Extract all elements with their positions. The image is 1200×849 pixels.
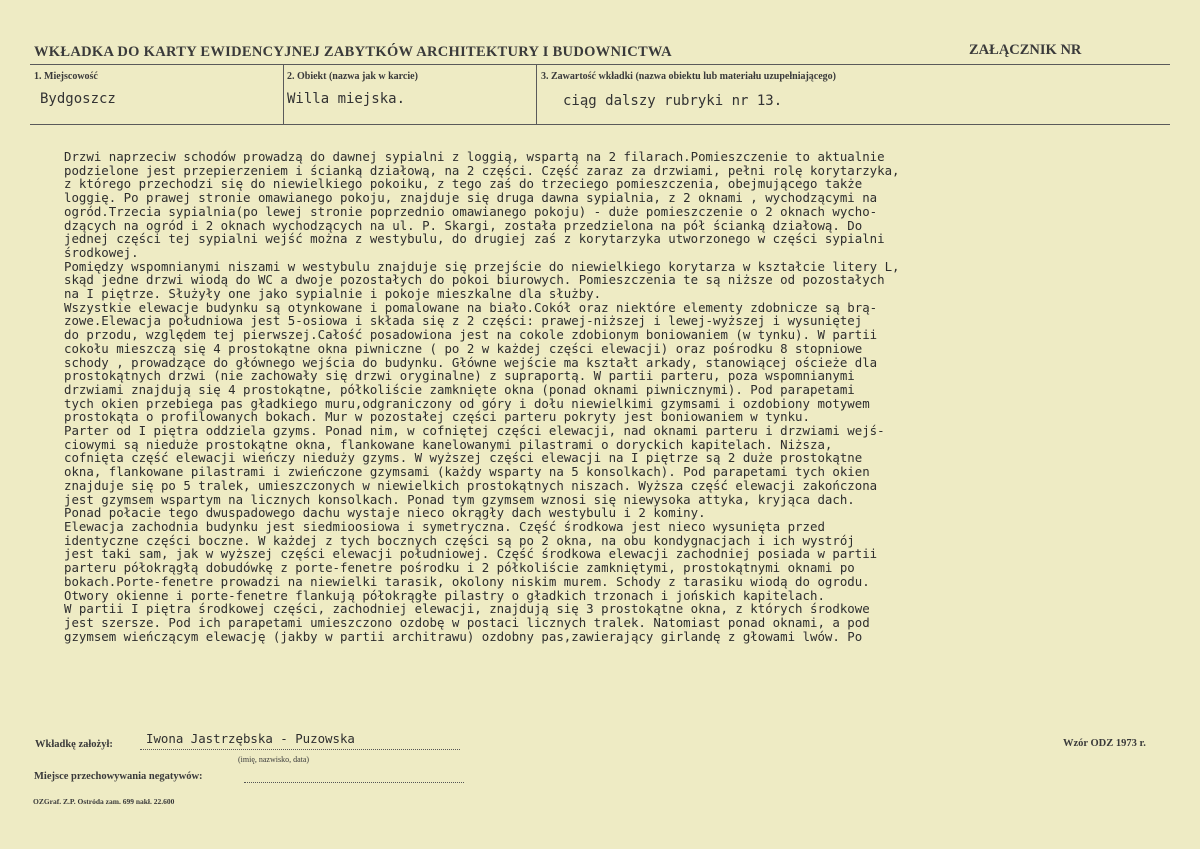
- text-line: środkowej.: [64, 244, 139, 260]
- text-line: Ponad połacie tego dwuspadowego dachu wystaje nieco okrągły dach westybulu i 2 kominy.: [64, 505, 706, 521]
- text-line: gzymsem wieńczącym elewację (jakby w partii architrawu) ozdobny pas,zawierający girlandę z głowami lwów. Po: [64, 628, 863, 644]
- printer-imprint: OZGraf. Z.P. Ostróda zam. 699 nakł. 22.600: [33, 797, 175, 806]
- text-line: Wszystkie elewacje budynku są otynkowane i pomalowane na biało.Cokół oraz niektóre elementy zdobnicze są brą-: [64, 299, 878, 315]
- text-line: z którego przechodzi się do niewielkiego pokoiku, z tego zaś do trzeciego pomieszczenia, obejmującego także: [64, 176, 863, 192]
- negatives-storage-dotted-line: [244, 782, 464, 783]
- text-line: do przodu, względem tej pierwszej.Całość posadowiona jest na cokole zdobionym boniowaniem (w tynku). W partii: [64, 327, 878, 343]
- text-line: cofnięta część elewacji wieńczy nieduży gzyms. W wyższej części elewacji na I piętrze są 2 duże prostokątne: [64, 450, 863, 466]
- text-line: jest gzymsem wspartym na licznych konsolkach. Ponad tym gzymsem wznosi się niewysoka attyka, kryjąca dach.: [64, 491, 855, 507]
- insert-content-value: ciąg dalszy rubryki nr 13.: [563, 93, 783, 109]
- compiled-by-dotted-line: [140, 749, 460, 750]
- text-line: ogród.Trzecia sypialnia(po lewej stronie poprzednio omawianego pokoju) - duże pomieszczenie o 2 oknach wycho-: [64, 203, 878, 219]
- text-line: W partii I piętra środkowej części, zachodniej elewacji, znajdują się 3 prostokątne okna, z których środkowe: [64, 601, 870, 617]
- text-line: Drzwi naprzeciw schodów prowadzą do dawnej sypialni z loggią, wspartą na 2 filarach.Pomieszczenie to aktualnie: [64, 149, 885, 164]
- text-line: parteru półokrągłą dobudówkę z porte-fenetre pośrodku i 2 półkoliście zamkniętymi, prostokątnymi oknami po: [64, 560, 855, 576]
- text-line: okna, flankowane pilastrami i zwieńczone gzymsami (każdy wsparty na 5 konsolkach). Pod parapetami tych okien: [64, 464, 870, 480]
- text-line: tych okien przebiega pas gładkiego muru,odgraniczony od góry i dołu niewielkimi gzymsami i ozdobiony motywem: [64, 395, 870, 411]
- text-line: jest szersze. Pod ich parapetami umieszczono ozdobę w postaci licznych tralek. Natomiast ponad oknami, a pod: [64, 614, 870, 630]
- text-line: jest taki sam, jak w wyższej części elewacji południowej. Część środkowa elewacji zachodniej posiada w partii: [64, 546, 878, 562]
- field-divider-2: [536, 64, 537, 125]
- attachment-number-label: ZAŁĄCZNIK NR: [969, 42, 1082, 58]
- text-line: Parter od I piętra oddziela gzyms. Ponad nim, w cofniętej części elewacji, nad oknami parteru i drzwiami wejś-: [64, 423, 885, 439]
- compiled-by-value: Iwona Jastrzębska - Puzowska: [146, 731, 355, 746]
- field-divider-1: [283, 64, 284, 125]
- text-line: identyczne części boczne. W każdej z tych bocznych części są po 2 okna, na obu kondygnacjach i ich wystrój: [64, 532, 855, 548]
- text-line: loggię. Po prawej stronie omawianego pokoju, znajduje się druga dawna sypialnia, z 2 oknami , wychodzącymi na: [64, 190, 878, 206]
- text-line: drzwiami znajdują się 4 prostokątne, półkoliście zamknięte okna (ponad oknami piwnicznymi). Pod parapetami: [64, 381, 855, 397]
- text-line: zowe.Elewacja południowa jest 5-osiowa i składa się z 2 części: prawej-niższej i lewej-wyższej i wysuniętej: [64, 313, 863, 329]
- text-line: dzących na ogród i 2 oknach wychodzących na ul. P. Skargi, została przedzielona na pół ścianką działową. Do: [64, 217, 863, 233]
- compiled-by-caption: (imię, nazwisko, data): [238, 755, 310, 764]
- header-bottom-rule: [30, 124, 1170, 125]
- locality-value: Bydgoszcz: [40, 91, 116, 107]
- text-line: bokach.Porte-fenetre prowadzi na niewielki tarasik, okolony niskim murem. Schody z tarasiku wiodą do ogrodu.: [64, 573, 870, 589]
- text-line: prostokątnych drzwi (nie zachowały się drzwi oryginalne) z supraportą. W partii parteru, poza wspomnianymi: [64, 368, 855, 384]
- text-line: Otwory okienne i porte-fenetre flankują półokrągłe pilastry o gładkich trzonach i jońskich kapitelach.: [64, 587, 825, 603]
- text-line: prostokąta o profilowanych bokach. Mur w pozostałej części parteru pokryty jest boniowaniem w tynku.: [64, 409, 810, 425]
- text-line: cokołu mieszczą się 4 prostokątne okna piwniczne ( po 2 w każdej części elewacji) oraz pośrodku 8 stopniowe: [64, 340, 863, 356]
- negatives-storage-label: Miejsce przechowywania negatywów:: [34, 771, 203, 782]
- object-value: Willa miejska.: [287, 91, 406, 107]
- header-top-rule: [30, 64, 1170, 65]
- text-line: znajduje się po 5 tralek, umieszczonych w niewielkich prostokątnych niszach. Wyższa część elewacji zakończona: [64, 477, 878, 493]
- object-label: 2. Obiekt (nazwa jak w karcie): [287, 71, 418, 82]
- card-title: WKŁADKA DO KARTY EWIDENCYJNEJ ZABYTKÓW ARCHITEKTURY I BUDOWNICTWA: [34, 44, 672, 60]
- text-line: jednej części tej sypialni wejść można z westybulu, do drugiej zaś z korytarzyka utworzonego w części sypialni: [64, 231, 885, 247]
- text-line: ciowymi są nieduże prostokątne okna, flankowane kanelowanymi pilastrami o doryckich kapitelach. Niższa,: [64, 436, 833, 452]
- text-line: Pomiędzy wspomnianymi niszami w westybulu znajduje się przejście do niewielkiego korytarza w kształcie litery L,: [64, 258, 900, 274]
- compiled-by-label: Wkładkę założył:: [35, 739, 113, 750]
- typewritten-description: [64, 150, 1164, 643]
- locality-label: 1. Miejscowość: [34, 71, 98, 82]
- text-line: skąd jedne drzwi wiodą do WC a dwoje pozostałych do pokoi biurowych. Pomieszczenia te są niższe od pozostałych: [64, 272, 885, 288]
- text-line: na I piętrze. Służyły one jako sypialnie i pokoje mieszkalne dla służby.: [64, 286, 602, 302]
- text-line: podzielone jest przepierzeniem i ścianką działową, na 2 części. Część zaraz za drzwiami, pełni rolę korytarzyka,: [64, 162, 900, 178]
- text-line: schody , prowadzące do głównego wejścia do budynku. Główne wejście ma kształt arkady, stanowiącej ościeże dla: [64, 354, 878, 370]
- insert-content-label: 3. Zawartość wkładki (nazwa obiektu lub materiału uzupełniającego): [541, 71, 837, 82]
- form-model-label: Wzór ODZ 1973 r.: [1063, 738, 1146, 749]
- text-line: Elewacja zachodnia budynku jest siedmioosiowa i symetryczna. Część środkowa jest nieco wysunięta przed: [64, 518, 825, 534]
